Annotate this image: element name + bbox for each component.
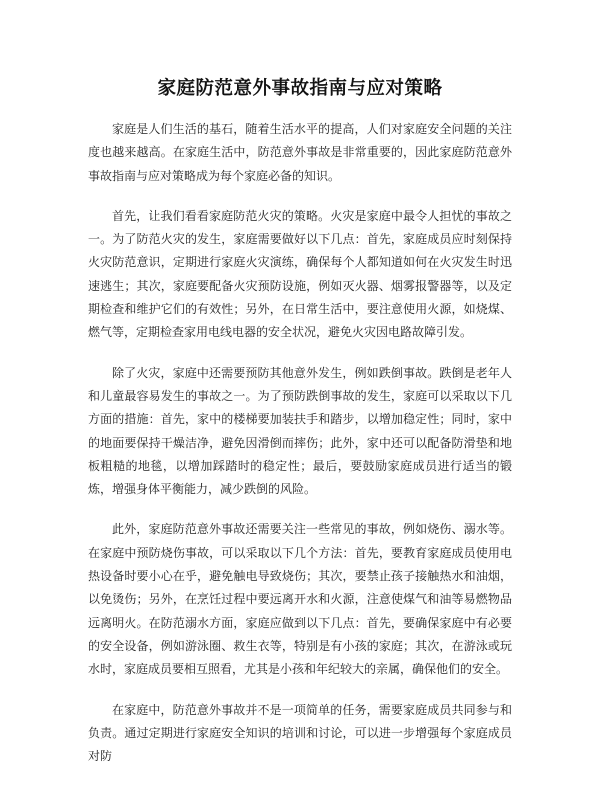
- document-body: [88, 118, 512, 785]
- paragraph-intro: 家庭是人们生活的基石，随着生活水平的提高，人们对家庭安全问题的关注度也越来越高。在家庭生活中，防范意外事故是非常重要的，因此家庭防范意外事故指南与应对策略成为每个家庭必备的知识。: [88, 122, 512, 183]
- paragraph-fall-prevention: 除了火灾，家庭中还需要预防其他意外发生，例如跌倒事故。跌倒是老年人和儿童最容易发生的事故之一。为了预防跌倒事故的发生，家庭可以采取以下几方面的措施：首先，家中的楼梯要加装扶手和踏步，以增加稳定性；同时，家中的地面要保持干燥洁净，避免因滑倒而摔伤；此外，家中还可以配备防滑垫和地板粗糙的地毯，以增加踩踏时的稳定性；最后，要鼓励家庭成员进行适当的锻炼，增强身体平衡能力，减少跌倒的风险。: [88, 365, 512, 497]
- document-title: 家庭防范意外事故指南与应对策略: [157, 78, 443, 99]
- paragraph-burn-drowning: 此外，家庭防范意外事故还需要关注一些常见的事故，例如烧伤、溺水等。在家庭中预防烧伤事故，可以采取以下几个方法：首先，要教育家庭成员使用电热设备时要小心在乎，避免触电导致烧伤；其次，要禁止孩子接触热水和油烟，以免烫伤；另外，在烹饪过程中要远离开水和火源，注意使煤气和油等易燃物品远离明火。在防范溺水方面，家庭应做到以下几点：首先，要确保家庭中有必要的安全设备，例如游泳圈、救生衣等，特别是有小孩的家庭；其次，在游泳或玩水时，家庭成员要相互照看，尤其是小孩和年纪较大的亲属，确保他们的安全。: [88, 522, 512, 677]
- paragraph-fire-prevention: 首先，让我们看看家庭防范火灾的策略。火灾是家庭中最令人担忧的事故之一。为了防范火灾的发生，家庭需要做好以下几点：首先，家庭成员应时刻保持火灾防范意识，定期进行家庭火灾演练，确保每个人都知道如何在火灾发生时迅速逃生；其次，家庭要配备火灾预防设施，例如灭火器、烟雾报警器等，以及定期检查和维护它们的有效性；另外，在日常生活中，要注意使用火源，如烧煤、燃气等，定期检查家用电线电器的安全状况，避免火灾因电路故障引发。: [88, 208, 512, 340]
- paragraph-conclusion: 在家庭中，防范意外事故并不是一项简单的任务，需要家庭成员共同参与和负责。通过定期进行家庭安全知识的培训和讨论，可以进一步增强每个家庭成员对防: [88, 702, 512, 764]
